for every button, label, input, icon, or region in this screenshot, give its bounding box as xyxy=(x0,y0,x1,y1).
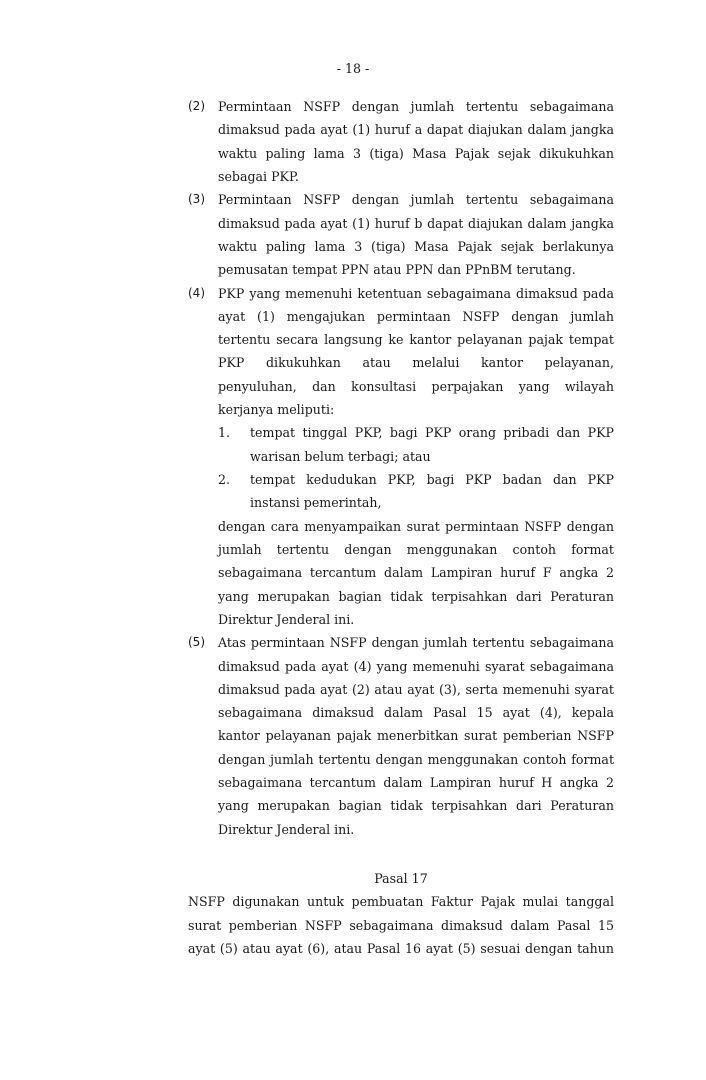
page-number: - 18 - xyxy=(336,61,370,76)
list-item xyxy=(218,421,614,468)
ayat-list xyxy=(188,95,614,841)
text-line: Permintaan NSFP dengan jumlah tertentu sebagaimana xyxy=(218,192,614,208)
text-line: dimaksud pada ayat (2) atau ayat (3), serta memenuhi syarat xyxy=(218,681,614,697)
text-line: PKP yang memenuhi ketentuan sebagaimana dimaksud pada xyxy=(218,285,614,301)
text-line: PKP dikukuhkan atau melalui kantor pelayanan, xyxy=(218,355,614,371)
text-line: sebagaimana dimaksud dalam Pasal 15 ayat (4), kepala xyxy=(218,705,614,721)
text-line: dengan jumlah tertentu dengan menggunakan contoh format xyxy=(218,751,614,767)
text-line: dimaksud pada ayat (1) huruf b dapat diajukan dalam jangka xyxy=(218,215,614,231)
ayat-label: (3) xyxy=(188,192,205,207)
list-item-number: 1. xyxy=(218,425,231,441)
text-line: Atas permintaan NSFP dengan jumlah tertentu sebagaimana xyxy=(218,635,614,651)
text-line: yang merupakan bagian tidak terpisahkan dari Peraturan xyxy=(218,798,614,814)
ayat-4 xyxy=(188,282,614,632)
list-item-number: 2. xyxy=(218,472,231,487)
text-line: dimaksud pada ayat (1) huruf a dapat diajukan dalam jangka xyxy=(218,122,614,138)
pasal-17-heading: Pasal 17 xyxy=(374,871,428,886)
text-line: tempat kedudukan PKP, bagi PKP badan dan PKP xyxy=(250,472,614,487)
ayat-label: (5) xyxy=(188,635,205,650)
text-line: pemusatan tempat PPN atau PPN dan PPnBM terutang. xyxy=(218,262,576,278)
text-line: Direktur Jenderal ini. xyxy=(218,611,355,627)
text-line: kerjanya meliputi: xyxy=(218,402,335,418)
text-line: ayat (5) atau ayat (6), atau Pasal 16 ayat (5) sesuai dengan tahun xyxy=(188,940,614,956)
list-item xyxy=(218,468,614,515)
text-line: Permintaan NSFP dengan jumlah tertentu sebagaimana xyxy=(218,99,614,114)
text-line: tertentu secara langsung ke kantor pelayanan pajak tempat xyxy=(218,332,614,348)
ayat-5 xyxy=(188,631,614,841)
text-line: sebagaimana tercantum dalam Lampiran huruf H angka 2 xyxy=(218,775,614,791)
ayat-3 xyxy=(188,188,614,281)
text-line: penyuluhan, dan konsultasi perpajakan yang wilayah xyxy=(218,378,614,394)
text-line: instansi pemerintah, xyxy=(250,495,382,511)
text-line: waktu paling lama 3 (tiga) Masa Pajak sejak dikukuhkan xyxy=(218,145,614,161)
text-line: tempat tinggal PKP, bagi PKP orang pribadi dan PKP xyxy=(250,425,614,441)
document-body xyxy=(188,95,614,960)
text-line: dimaksud pada ayat (4) yang memenuhi syarat sebagaimana xyxy=(218,658,614,674)
text-line: sebagai PKP. xyxy=(218,168,299,184)
text-line: warisan belum terbagi; atau xyxy=(250,448,431,464)
text-line: surat pemberian NSFP sebagaimana dimaksud dalam Pasal 15 xyxy=(188,917,614,933)
ayat-label: (2) xyxy=(188,99,205,113)
pasal-17-body xyxy=(188,890,614,960)
text-line: waktu paling lama 3 (tiga) Masa Pajak sejak berlakunya xyxy=(218,238,614,254)
ayat-label: (4) xyxy=(188,285,205,300)
text-line: ayat (1) mengajukan permintaan NSFP dengan jumlah xyxy=(218,308,614,324)
ayat-2 xyxy=(188,95,614,188)
text-line: jumlah tertentu dengan menggunakan contoh format xyxy=(218,541,614,557)
text-line: Direktur Jenderal ini. xyxy=(218,821,355,837)
text-line: sebagaimana tercantum dalam Lampiran huruf F angka 2 xyxy=(218,565,614,581)
text-line: NSFP digunakan untuk pembuatan Faktur Pajak mulai tanggal xyxy=(188,894,614,910)
text-line: dengan cara menyampaikan surat permintaan NSFP dengan xyxy=(218,518,614,534)
text-line: yang merupakan bagian tidak terpisahkan dari Peraturan xyxy=(218,588,614,604)
text-line: kantor pelayanan pajak menerbitkan surat pemberian NSFP xyxy=(218,728,614,744)
